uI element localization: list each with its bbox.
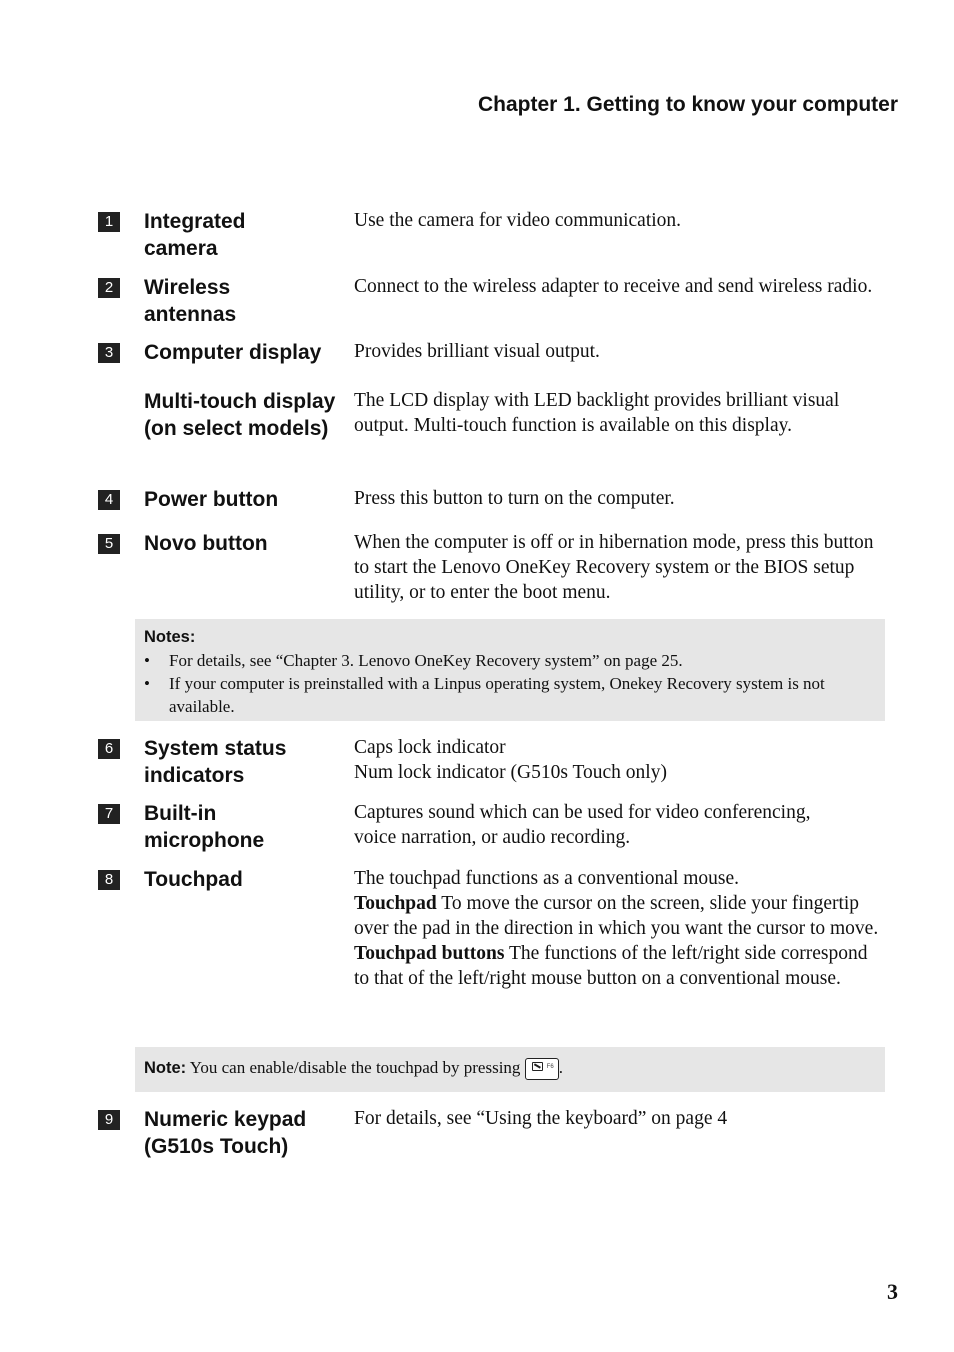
item-label: Multi-touch display (on select models): [144, 390, 336, 440]
touchpad-note-box: [135, 1047, 885, 1092]
note-end: .: [558, 1058, 563, 1077]
item-label: Power button: [144, 488, 279, 511]
touchpad-note: [144, 1057, 875, 1080]
item-description: The LCD display with LED backlight provides brilliant visual output. Multi-touch function is available on this display.: [354, 390, 840, 436]
chapter-header: Chapter 1. Getting to know your computer: [477, 93, 898, 116]
item-label: Wireless antennas: [144, 276, 237, 326]
note-title: Note:: [144, 1059, 187, 1077]
item-description: Captures sound which can be used for video conferencing, voice narration, or audio recording.: [354, 802, 811, 848]
touchpad-toggle-key-icon: [525, 1058, 559, 1080]
touchpad-buttons-paragraph: [354, 941, 884, 991]
item-description: Press this button to turn on the computer.: [354, 488, 675, 509]
note-text: You can enable/disable the touchpad by pressing: [186, 1058, 521, 1077]
touchpad-buttons-text: The functions of the left/right side correspond to that of the left/right mouse button on a conventional mouse.: [354, 943, 868, 989]
caps-lock-line: Caps lock indicator: [354, 737, 506, 758]
item-number: 4: [98, 490, 120, 510]
note-item: [144, 672, 875, 718]
touchpad-buttons-term: Touchpad buttons: [354, 943, 505, 964]
item-number: 2: [98, 278, 120, 298]
item-label: Novo button: [144, 532, 268, 555]
item-description: Connect to the wireless adapter to receive and send wireless radio.: [354, 276, 873, 297]
item-description: [354, 866, 884, 991]
item-description: For details, see “Using the keyboard” on page 4: [354, 1108, 728, 1129]
note-text: If your computer is preinstalled with a Linpus operating system, Onekey Recovery system is not available.: [169, 674, 825, 716]
page-number: 3: [887, 1279, 898, 1304]
touchpad-paragraph: [354, 891, 884, 941]
item-label: System status indicators: [144, 737, 287, 787]
item-number: 3: [98, 343, 120, 363]
item-description: When the computer is off or in hibernation mode, press this button to start the Lenovo OneKey Recovery system or the BIOS setup utility, or to enter the boot menu.: [354, 532, 874, 603]
key-label: F6: [546, 1064, 554, 1071]
item-label: Built-in microphone: [144, 802, 265, 852]
item-label: Computer display: [144, 341, 322, 364]
notes-box: [135, 619, 885, 721]
item-number: 5: [98, 534, 120, 554]
item-description: Provides brilliant visual output.: [354, 341, 600, 362]
item-label: Integrated camera: [144, 210, 246, 260]
note-text: For details, see “Chapter 3. Lenovo OneKey Recovery system” on page 25.: [169, 651, 683, 670]
num-lock-line: Num lock indicator (G510s Touch only): [354, 762, 667, 783]
touchpad-term: Touchpad: [354, 893, 437, 914]
item-label: Touchpad: [144, 868, 243, 891]
notes-list: [144, 649, 875, 718]
bullet-icon: •: [144, 651, 150, 670]
item-label: Numeric keypad (G510s Touch): [144, 1108, 307, 1158]
touchpad-text: To move the cursor on the screen, slide your fingertip over the pad in the direction in which you want the cursor to move.: [354, 893, 879, 939]
item-number: 7: [98, 804, 120, 824]
note-item: [144, 649, 875, 672]
item-number: 8: [98, 870, 120, 890]
touchpad-intro: The touchpad functions as a conventional mouse.: [354, 868, 740, 889]
bullet-icon: •: [144, 674, 150, 693]
item-description: [354, 735, 884, 785]
item-number: 1: [98, 212, 120, 232]
item-number: 6: [98, 739, 120, 759]
item-number: 9: [98, 1110, 120, 1130]
item-description: Use the camera for video communication.: [354, 210, 682, 231]
notes-title: Notes:: [144, 628, 196, 646]
